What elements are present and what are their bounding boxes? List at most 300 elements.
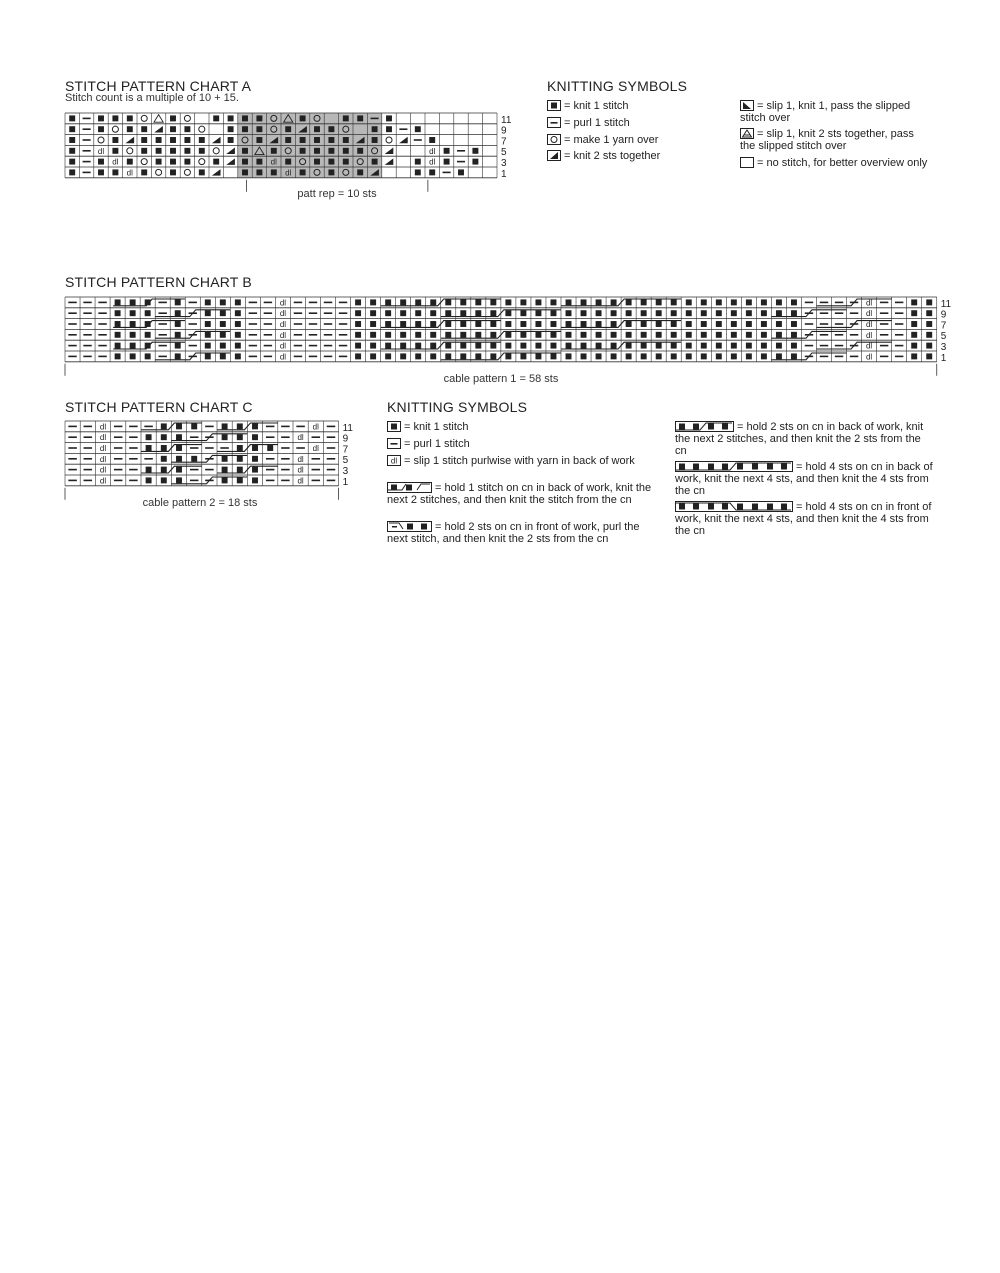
knit-mark (701, 321, 707, 327)
knit-mark (328, 137, 334, 143)
purl-mark (83, 150, 91, 152)
knit-mark (343, 159, 349, 165)
knit-mark (170, 169, 176, 175)
knit-mark (355, 332, 361, 338)
knit-mark (490, 310, 496, 316)
knit-mark (170, 137, 176, 143)
purl-mark (820, 323, 828, 325)
knit-mark (671, 353, 677, 359)
knit-mark (220, 343, 226, 349)
knit-mark (170, 126, 176, 132)
knit-mark (535, 332, 541, 338)
yarn-over-mark (127, 148, 133, 154)
knit-mark (430, 321, 436, 327)
purl-mark (158, 356, 166, 358)
yarn-over-mark (199, 126, 205, 132)
knit-mark (731, 332, 737, 338)
knit-mark (776, 343, 782, 349)
knit-mark (370, 299, 376, 305)
knit-mark (460, 343, 466, 349)
slip-mark: dl (126, 168, 133, 178)
yarn-over-icon (547, 134, 561, 145)
knit-mark (460, 321, 466, 327)
purl-mark (312, 469, 321, 471)
purl-mark (264, 334, 272, 336)
knit-mark (505, 299, 511, 305)
chart-b-title: STITCH PATTERN CHART B (65, 274, 252, 290)
knit-mark (222, 423, 228, 429)
knit-mark (161, 434, 167, 440)
knit-mark (566, 299, 572, 305)
purl-mark (68, 436, 77, 438)
purl-mark (281, 458, 290, 460)
purl-mark (327, 458, 336, 460)
knit-mark (911, 353, 917, 359)
knit-mark (252, 456, 258, 462)
knit-mark (505, 321, 511, 327)
row-number: 11 (342, 422, 353, 434)
knit-mark (314, 137, 320, 143)
knit-mark (551, 321, 557, 327)
cable-1-over-2-back-icon (387, 482, 432, 493)
knit-mark (472, 159, 478, 165)
knit-mark (141, 137, 147, 143)
knit-mark (430, 310, 436, 316)
knit-mark (355, 310, 361, 316)
purl-mark (895, 302, 903, 304)
knit-mark (170, 159, 176, 165)
knit-mark (490, 332, 496, 338)
knit-mark (130, 332, 136, 338)
knit-mark (641, 343, 647, 349)
knit-mark (535, 299, 541, 305)
knit-mark (444, 159, 450, 165)
knit-mark (146, 434, 152, 440)
purl-mark (309, 334, 317, 336)
knit-mark (746, 353, 752, 359)
knit-mark (98, 159, 104, 165)
knit-mark (460, 299, 466, 305)
knit-mark (626, 310, 632, 316)
knit-mark (626, 332, 632, 338)
knit-mark (551, 310, 557, 316)
knit-mark (285, 126, 291, 132)
purl-mark (98, 334, 106, 336)
purl-mark (220, 447, 229, 449)
purl-mark (309, 356, 317, 358)
sk2p-mark (154, 115, 163, 123)
k2tog-mark (385, 148, 394, 154)
knit-mark (252, 445, 258, 451)
knit-mark (385, 343, 391, 349)
knit-mark (213, 159, 219, 165)
legend-1-item: = knit 2 sts together (547, 150, 732, 162)
knit-mark (199, 137, 205, 143)
knit-mark (386, 126, 392, 132)
knit-mark (355, 343, 361, 349)
purl-mark (835, 334, 843, 336)
knit-mark (686, 299, 692, 305)
legend-1-item: = purl 1 stitch (547, 117, 732, 129)
knit-mark (220, 353, 226, 359)
knit-mark (520, 343, 526, 349)
row-number: 3 (342, 466, 349, 477)
knit-mark (596, 353, 602, 359)
purl-mark (820, 334, 828, 336)
row-number: 5 (342, 455, 349, 467)
k2tog-mark (385, 158, 394, 164)
purl-mark (850, 334, 858, 336)
knit-mark (314, 126, 320, 132)
purl-mark (68, 480, 77, 482)
purl-mark (249, 323, 257, 325)
knit-mark (415, 310, 421, 316)
purl-mark (129, 480, 138, 482)
knit-mark (285, 137, 291, 143)
knit-mark (69, 159, 75, 165)
knit-mark (791, 299, 797, 305)
knit-mark (746, 343, 752, 349)
purl-mark (309, 312, 317, 314)
knit-mark (911, 343, 917, 349)
knit-mark (716, 299, 722, 305)
knit-mark (731, 353, 737, 359)
yarn-over-mark (141, 159, 147, 165)
purl-mark (414, 139, 422, 141)
purl-mark (98, 356, 106, 358)
purl-mark (83, 118, 91, 120)
slip-mark: dl (285, 168, 292, 178)
knit-mark (400, 299, 406, 305)
knit-mark (370, 332, 376, 338)
knit-mark (761, 310, 767, 316)
knit-mark (926, 332, 932, 338)
purl-mark (205, 426, 214, 428)
knit-mark (641, 332, 647, 338)
knit-mark (611, 353, 617, 359)
knit-mark (355, 353, 361, 359)
knit-mark (581, 353, 587, 359)
knit-mark (701, 343, 707, 349)
purl-mark (457, 150, 465, 152)
knit-mark (372, 159, 378, 165)
purl-icon (547, 117, 561, 128)
slip-mark: dl (99, 444, 107, 453)
slip-mark: dl (279, 330, 287, 340)
slip-mark: dl (270, 157, 277, 167)
knit-mark (175, 321, 181, 327)
purl-mark (264, 323, 272, 325)
purl-mark (158, 345, 166, 347)
knit-mark (671, 310, 677, 316)
purl-mark (312, 436, 321, 438)
knit-mark (161, 467, 167, 473)
knit-mark (256, 159, 262, 165)
k2tog-mark (212, 137, 221, 143)
purl-mark (98, 345, 106, 347)
purl-mark (850, 356, 858, 358)
purl-mark (895, 356, 903, 358)
knit-mark (314, 148, 320, 154)
knit-mark (176, 456, 182, 462)
cable-crossing (171, 434, 247, 441)
knit-mark (731, 310, 737, 316)
knit-mark (242, 169, 248, 175)
knit-mark (141, 126, 147, 132)
knit-mark (199, 148, 205, 154)
knit-mark (686, 343, 692, 349)
knit-mark (746, 321, 752, 327)
knit-mark (415, 126, 421, 132)
purl-mark (129, 436, 138, 438)
purl-mark (835, 312, 843, 314)
purl-mark (98, 312, 106, 314)
slip-mark: dl (297, 433, 304, 443)
row-number: 9 (940, 309, 947, 321)
purl-mark (249, 302, 257, 304)
knit-mark (686, 321, 692, 327)
knit-mark (130, 353, 136, 359)
purl-mark (327, 436, 336, 438)
purl-mark (294, 323, 302, 325)
slip-mark: dl (279, 309, 287, 319)
knit-mark (641, 353, 647, 359)
knit-mark (460, 353, 466, 359)
knit-mark (505, 310, 511, 316)
purl-mark (820, 356, 828, 358)
slip-purlwise-icon (387, 455, 401, 466)
knit-mark (445, 343, 451, 349)
purl-mark (190, 469, 199, 471)
knit-mark (146, 477, 152, 483)
purl-mark (312, 480, 321, 482)
knit-mark (926, 321, 932, 327)
knit-mark (686, 353, 692, 359)
row-number: 5 (940, 331, 947, 343)
purl-mark (880, 345, 888, 347)
knit-mark (220, 321, 226, 327)
purl-mark (371, 118, 379, 120)
knit-mark (671, 343, 677, 349)
purl-mark (266, 469, 275, 471)
knit-mark (252, 467, 258, 473)
knit-mark (926, 343, 932, 349)
knit-mark (256, 115, 262, 121)
knit-mark (145, 332, 151, 338)
knit-mark (161, 456, 167, 462)
knit-mark (611, 321, 617, 327)
purl-mark (835, 323, 843, 325)
purl-mark (68, 356, 76, 358)
purl-mark (158, 302, 166, 304)
row-number: 5 (501, 147, 507, 159)
knit-mark (242, 159, 248, 165)
legend-2-item: = hold 4 sts on cn in front of work, knit the next 4 sts, and then knit the 4 sts from the cn (675, 501, 932, 537)
purl-mark (129, 426, 138, 428)
knit-mark (112, 169, 118, 175)
purl-mark (68, 447, 77, 449)
knit-mark (656, 310, 662, 316)
purl-mark (895, 345, 903, 347)
knit-mark (429, 169, 435, 175)
knit-mark (176, 434, 182, 440)
slip-mark: dl (279, 298, 287, 308)
knit-mark (314, 159, 320, 165)
knit-mark (761, 343, 767, 349)
knit-mark (385, 310, 391, 316)
purl-mark (266, 436, 275, 438)
svg-text:dl: dl (390, 456, 398, 466)
knit-mark (220, 332, 226, 338)
knit-mark (385, 332, 391, 338)
purl-mark (880, 323, 888, 325)
purl-mark (327, 469, 336, 471)
purl-mark (68, 312, 76, 314)
purl-mark (83, 356, 91, 358)
purl-mark (294, 356, 302, 358)
knit-mark (472, 148, 478, 154)
knit-mark (445, 321, 451, 327)
knit-mark (686, 332, 692, 338)
row-number: 7 (940, 320, 947, 332)
knit-mark (176, 445, 182, 451)
knit-mark (505, 353, 511, 359)
row-number: 11 (940, 298, 952, 310)
knit-mark (256, 137, 262, 143)
knit-mark (127, 115, 133, 121)
purl-mark (98, 302, 106, 304)
knit-mark (205, 353, 211, 359)
knit-mark (156, 159, 162, 165)
knit-mark (237, 434, 243, 440)
knit-mark (656, 343, 662, 349)
knit-mark (761, 321, 767, 327)
slip-mark: dl (865, 298, 873, 308)
knit-mark (611, 310, 617, 316)
row-number: 7 (342, 444, 349, 456)
knit-mark (535, 310, 541, 316)
knit-mark (222, 467, 228, 473)
knit-mark (505, 332, 511, 338)
knit-mark (641, 321, 647, 327)
knit-mark (184, 137, 190, 143)
cable-crossing (171, 477, 247, 484)
purl-mark (144, 426, 153, 428)
purl-mark (114, 447, 123, 449)
knit-mark (415, 353, 421, 359)
knit-mark (242, 148, 248, 154)
knit-mark (161, 423, 167, 429)
knit-mark (596, 343, 602, 349)
purl-mark (327, 447, 336, 449)
purl-mark (339, 334, 347, 336)
knit-mark (566, 343, 572, 349)
symbols-1-title: KNITTING SYMBOLS (547, 78, 688, 94)
knit-mark (300, 115, 306, 121)
knit-mark (458, 169, 464, 175)
knit-mark (385, 353, 391, 359)
knit-mark (581, 310, 587, 316)
knit-mark (115, 343, 121, 349)
purl-mark (205, 447, 214, 449)
knit-mark (115, 353, 121, 359)
purl-mark (296, 447, 305, 449)
knit-mark (581, 332, 587, 338)
knit-mark (271, 169, 277, 175)
knit-mark (911, 321, 917, 327)
purl-mark (129, 447, 138, 449)
knit-mark (776, 353, 782, 359)
purl-mark (68, 469, 77, 471)
knit-mark (242, 115, 248, 121)
row-number: 1 (342, 476, 349, 488)
knit-mark (285, 159, 291, 165)
knit-mark (252, 477, 258, 483)
knit-mark (460, 310, 466, 316)
purl-mark (68, 458, 77, 460)
legend-2-item: = hold 2 sts on cn in back of work, knit the next 2 stitches, and then knit the 2 sts from the cn (675, 421, 924, 457)
k2tog-mark (226, 158, 235, 164)
row-number: 3 (501, 158, 507, 169)
purl-mark (84, 458, 93, 460)
knit-mark (357, 169, 363, 175)
cable-2-over-1-front-purl-icon (387, 521, 432, 532)
chart-b-repeat-label: cable pattern 1 = 58 sts (443, 373, 559, 385)
purl-mark (324, 334, 332, 336)
knit-mark (520, 353, 526, 359)
slip-mark: dl (865, 320, 873, 329)
slip-mark: dl (99, 454, 107, 464)
knit-mark (400, 321, 406, 327)
purl-mark (880, 302, 888, 304)
purl-mark (399, 128, 407, 130)
knit-mark (535, 343, 541, 349)
knit-mark (127, 159, 133, 165)
k2tog-mark (154, 126, 163, 132)
knit-mark (184, 159, 190, 165)
knit-mark (343, 115, 349, 121)
purl-mark (266, 480, 275, 482)
knit-mark (328, 148, 334, 154)
no-stitch-icon (740, 157, 754, 168)
purl-mark (114, 426, 123, 428)
knit-mark (145, 353, 151, 359)
knit-mark (400, 310, 406, 316)
knit-mark (235, 332, 241, 338)
knit-mark (228, 137, 234, 143)
slip-mark: dl (297, 476, 304, 486)
knit-mark (776, 332, 782, 338)
knit-mark (429, 137, 435, 143)
purl-mark (281, 436, 290, 438)
knit-mark (671, 332, 677, 338)
knit-mark (791, 343, 797, 349)
knit-mark (716, 353, 722, 359)
knit-mark (475, 321, 481, 327)
knit-mark (205, 299, 211, 305)
purl-mark (281, 469, 290, 471)
purl-mark (205, 469, 214, 471)
knit-mark (520, 332, 526, 338)
knit-icon (547, 100, 561, 111)
knit-mark (256, 126, 262, 132)
knit-mark (205, 310, 211, 316)
knit-mark (252, 434, 258, 440)
knit-mark (551, 343, 557, 349)
knit-mark (444, 148, 450, 154)
purl-mark (294, 302, 302, 304)
knit-mark (776, 310, 782, 316)
